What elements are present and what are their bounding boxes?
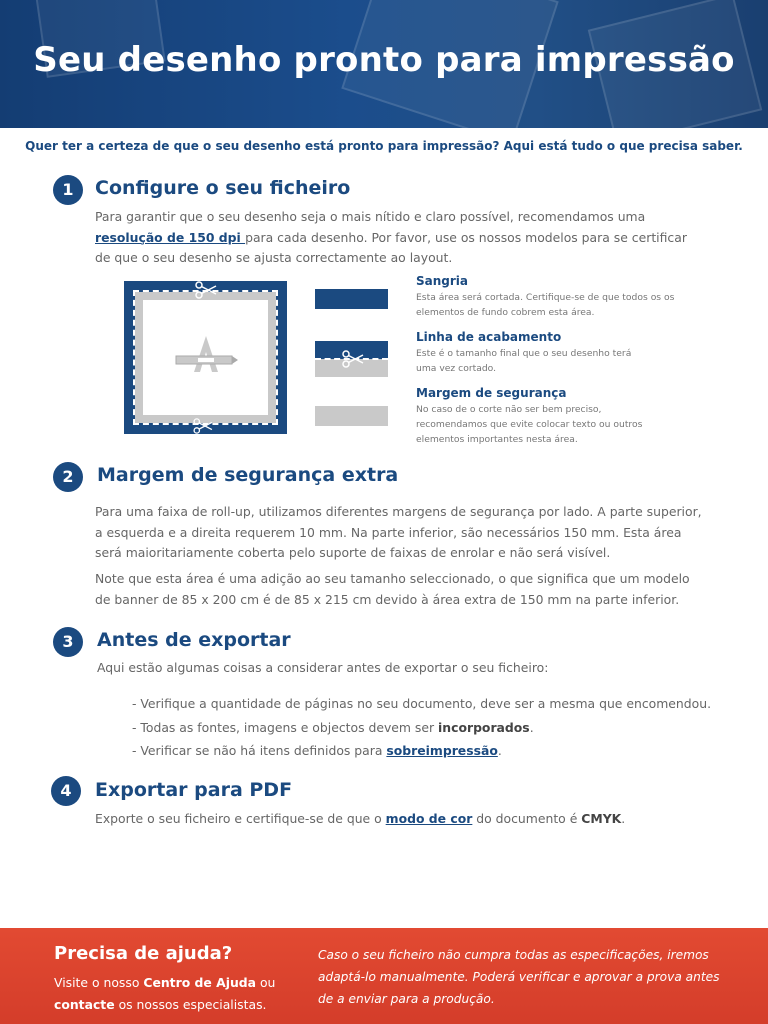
legend-bleed-desc: Esta área será cortada. Certifique-se de que todos os os elementos de fundo cobrem esta área. (416, 292, 675, 318)
footer-help-text: Visite o nosso Centro de Ajuda ou contacte os nossos especialistas. (54, 975, 276, 1012)
pencil-logo-icon (174, 334, 238, 378)
step-3-badge: 3 (53, 627, 83, 657)
help-center-link[interactable]: Centro de Ajuda (143, 975, 257, 990)
step-4-badge: 4 (51, 776, 81, 806)
step-3-intro: Aqui estão algumas coisas a considerar antes de exportar o seu ficheiro: (97, 660, 549, 675)
step-2-title: Margem de segurança extra (97, 464, 399, 486)
list-item: - Verifique a quantidade de páginas no seu documento, deve ser a mesma que encomendou. (132, 696, 712, 711)
legend-trim-title: Linha de acabamento (416, 330, 562, 344)
legend-bleed-title: Sangria (416, 274, 469, 288)
overprint-link[interactable]: sobreimpressão (386, 743, 498, 758)
export-checklist (132, 692, 711, 763)
contact-link[interactable]: contacte (54, 996, 115, 1012)
trim-line-swatch (315, 341, 388, 377)
safety-margin-swatch (315, 406, 388, 426)
help-footer (0, 928, 768, 1024)
intro-text: Quer ter a certeza de que o seu desenho está pronto para impressão? Aqui está tudo o que precisa saber. (25, 139, 743, 153)
list-item: - Todas as fontes, imagens e objectos devem ser incorporados. (132, 719, 534, 735)
step-1-text: Para garantir que o seu desenho seja o mais nítido e claro possível, recomendamos uma resolução de 150 dpi para cada desenho. Por favor, use os nossos modelos para se certificar de que o seu desenho se ajusta correctamente ao layout. (95, 209, 687, 265)
color-mode-link[interactable]: modo de cor (385, 811, 473, 826)
legend-safety-title: Margem de segurança (416, 386, 567, 400)
step-2-badge: 2 (53, 462, 83, 492)
page-title: Seu desenho pronto para impressão (33, 40, 735, 80)
legend-safety-desc: No caso de o corte não ser bem preciso, recomendamos que evite colocar texto ou outros elementos importantes nesta área. (416, 404, 643, 445)
print-area-diagram (124, 281, 287, 434)
legend-trim-desc: Este é o tamanho final que o seu desenho terá uma vez cortado. (416, 348, 632, 374)
header-banner (0, 0, 768, 128)
step-4-text: Exporte o seu ficheiro e certifique-se de que o modo de cor do documento é CMYK. (95, 811, 626, 826)
step-4-title: Exportar para PDF (95, 779, 293, 801)
step-3-title: Antes de exportar (97, 629, 291, 651)
footer-title: Precisa de ajuda? (54, 943, 233, 964)
list-item: - Verificar se não há itens definidos para sobreimpressão. (132, 743, 502, 758)
step-2-paragraph-2: Note que esta área é uma adição ao seu tamanho seleccionado, o que significa que um modelo de banner de 85 x 200 cm é de 85 x 215 cm devido à área extra de 150 mm na parte inferior. (95, 571, 690, 607)
step-1-title: Configure o seu ficheiro (95, 177, 351, 199)
step-2-paragraph-1: Para uma faixa de roll-up, utilizamos diferentes margens de segurança por lado. A parte superior, a esquerda e a direita requerem 10 mm. Na parte inferior, são necessários 150 mm. Esta área será maioritariamente coberta pelo suporte de faixas de enrolar e não será visível. (95, 504, 702, 560)
bleed-swatch (315, 289, 388, 309)
footer-note: Caso o seu ficheiro não cumpra todas as especificações, iremos adaptá-lo manualmente. Poderá verificar e aprovar a prova antes de a enviar para a produção. (318, 948, 720, 1006)
scissors-icon (192, 418, 214, 434)
scissors-icon (341, 350, 365, 368)
scissors-icon (195, 281, 217, 299)
resolution-link[interactable]: resolução de 150 dpi (95, 229, 246, 245)
step-1-badge: 1 (53, 175, 83, 205)
